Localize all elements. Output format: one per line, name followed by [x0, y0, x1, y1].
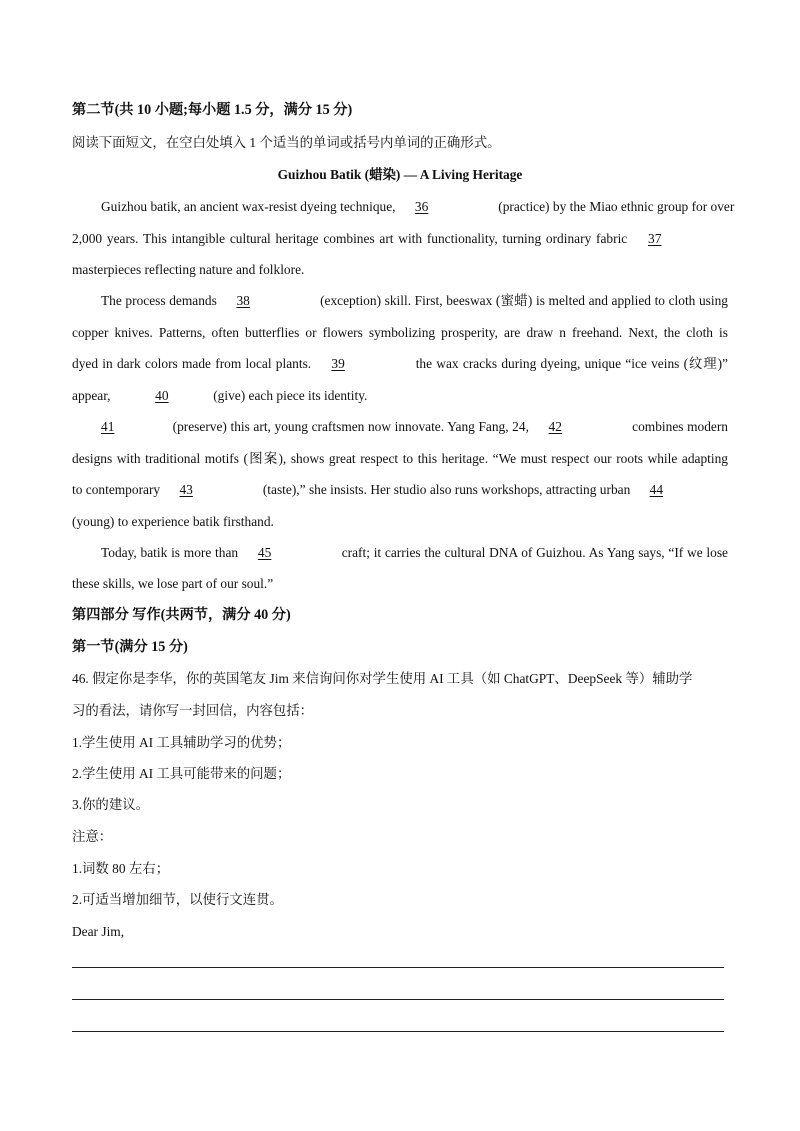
q46-item-3: 3.你的建议。 — [72, 797, 149, 812]
p3-line1: 41 (preserve) this art, young craftsmen now innovate. Yang Fang, 24, 42 combines modern — [101, 419, 728, 434]
p3-line2: designs with traditional motifs (图案), shows great respect to this heritage. “We must respect our roots while adapting — [72, 451, 728, 466]
p2-line1: The process demands 38 (exception) skill. First, beeswax (蜜蜡) is melted and applied to cloth using — [101, 293, 728, 308]
instruction: 阅读下面短文，在空白处填入 1 个适当的单词或括号内单词的正确形式。 — [72, 135, 501, 150]
p1-line1: Guizhou batik, an ancient wax-resist dyeing technique, 36 (practice) by the Miao ethnic group for over — [101, 199, 735, 214]
blank-39[interactable]: 39 — [331, 356, 345, 371]
p3-line4: (young) to experience batik firsthand. — [72, 514, 274, 529]
writing-line[interactable] — [72, 999, 724, 1000]
blank-37[interactable]: 37 — [648, 231, 662, 246]
q46-line1: 46. 假定你是李华，你的英国笔友 Jim 来信询问你对学生使用 AI 工具（如 ChatGPT、DeepSeek 等）辅助学 — [72, 671, 693, 686]
blank-40[interactable]: 40 — [155, 388, 169, 403]
writing-line[interactable] — [72, 1031, 724, 1032]
q46-line2: 习的看法，请你写一封回信，内容包括： — [72, 703, 314, 718]
blank-41[interactable]: 41 — [101, 419, 115, 434]
q46-item-1: 1.学生使用 AI 工具辅助学习的优势； — [72, 735, 291, 750]
blank-38[interactable]: 38 — [236, 293, 250, 308]
writing-line[interactable] — [72, 967, 724, 968]
section1-heading: 第一节(满分 15 分) — [72, 639, 188, 655]
p4-line2: these skills, we lose part of our soul.” — [72, 576, 274, 591]
p4-line1: Today, batik is more than 45 craft; it carries the cultural DNA of Guizhou. As Yang says, “If we lose — [101, 545, 728, 560]
passage-title: Guizhou Batik (蜡染) — A Living Heritage — [277, 167, 523, 182]
q46-note-2: 2.可适当增加细节，以使行文连贯。 — [72, 892, 283, 907]
q46-item-2: 2.学生使用 AI 工具可能带来的问题； — [72, 766, 291, 781]
salutation: Dear Jim, — [72, 924, 125, 939]
blank-43[interactable]: 43 — [179, 482, 193, 497]
q46-note-label: 注意： — [72, 829, 113, 844]
p1-line2: 2,000 years. This intangible cultural heritage combines art with functionality, turning ordinary fabric 37 — [72, 230, 728, 248]
part4-heading: 第四部分 写作(共两节，满分 40 分) — [72, 607, 291, 623]
blank-44[interactable]: 44 — [649, 482, 664, 497]
blank-45[interactable]: 45 — [257, 545, 272, 560]
p1-line3: masterpieces reflecting nature and folklore. — [72, 262, 305, 277]
blank-36[interactable]: 36 — [414, 199, 429, 214]
blank-42[interactable]: 42 — [548, 419, 562, 434]
p2-line2: copper knives. Patterns, often butterflies or flowers symbolizing prosperity, are draw n freehand. Next, the cloth is — [72, 325, 728, 340]
p3-line3: to contemporary 43 (taste),” she insists. Her studio also runs workshops, attracting urban 44 — [72, 481, 728, 499]
p2-line3: dyed in dark colors made from local plants. 39 the wax cracks during dyeing, unique “ice veins (纹理)” — [72, 356, 728, 371]
p2-line4: appear, 40 (give) each piece its identity. — [72, 388, 368, 403]
q46-note-1: 1.词数 80 左右； — [72, 861, 170, 876]
section2-heading: 第二节(共 10 小题;每小题 1.5 分，满分 15 分) — [72, 102, 353, 118]
